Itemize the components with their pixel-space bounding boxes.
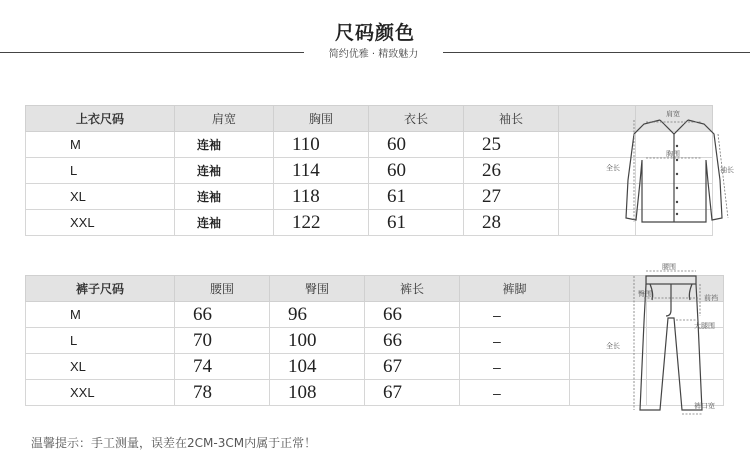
column-header: 裤子尺码 — [26, 276, 175, 302]
sleeve-cell: 25 — [464, 132, 559, 158]
pants-waist-label: 腰围 — [662, 263, 676, 271]
waist-cell: 74 — [175, 354, 270, 380]
length-cell: 60 — [369, 132, 464, 158]
hem-cell: – — [460, 328, 570, 354]
sleeve-cell: 27 — [464, 184, 559, 210]
sleeve-cell: 28 — [464, 210, 559, 236]
pants-measure-icon — [604, 262, 744, 422]
shirt-sleeve-label: 袖长 — [720, 166, 734, 174]
sleeve-cell: 26 — [464, 158, 559, 184]
length-cell: 60 — [369, 158, 464, 184]
size-cell: XXL — [26, 380, 175, 406]
size-cell: XXL — [26, 210, 175, 236]
column-header: 裤脚 — [460, 276, 570, 302]
shirt-chest-label: 胸围 — [666, 150, 680, 158]
pants-thigh-label: 大腿围 — [694, 322, 715, 330]
shoulder-cell: 连袖 — [175, 132, 274, 158]
column-header: 肩宽 — [175, 106, 274, 132]
page-title: 尺码颜色 — [334, 22, 415, 44]
header-divider-right — [443, 52, 750, 53]
hip-cell: 96 — [270, 302, 365, 328]
shirt-shoulder-label: 肩宽 — [666, 110, 680, 118]
page-header — [0, 0, 750, 70]
pants-hem-label: 裤口宽 — [694, 402, 715, 410]
column-header: 上衣尺码 — [26, 106, 175, 132]
chest-cell: 110 — [274, 132, 369, 158]
waist-cell: 66 — [175, 302, 270, 328]
column-header: 胸围 — [274, 106, 369, 132]
pants-length-label: 全长 — [606, 342, 620, 350]
shoulder-cell: 连袖 — [175, 158, 274, 184]
chest-cell: 122 — [274, 210, 369, 236]
hem-cell: – — [460, 380, 570, 406]
pants-rise-label: 前裆 — [704, 294, 718, 302]
footnote: 温馨提示：手工测量，误差在2CM-3CM内属于正常！ — [31, 436, 317, 450]
hip-cell: 100 — [270, 328, 365, 354]
hip-cell: 108 — [270, 380, 365, 406]
length-cell: 66 — [365, 328, 460, 354]
size-cell: L — [26, 158, 175, 184]
shoulder-cell: 连袖 — [175, 184, 274, 210]
column-header: 衣长 — [369, 106, 464, 132]
shirt-length-label: 全长 — [606, 164, 620, 172]
waist-cell: 70 — [175, 328, 270, 354]
length-cell: 61 — [369, 184, 464, 210]
column-header: 腰围 — [175, 276, 270, 302]
length-cell: 67 — [365, 354, 460, 380]
chest-cell: 114 — [274, 158, 369, 184]
column-header: 袖长 — [464, 106, 559, 132]
header-divider-left — [0, 52, 304, 53]
length-cell: 66 — [365, 302, 460, 328]
size-cell: XL — [26, 354, 175, 380]
waist-cell: 78 — [175, 380, 270, 406]
hem-cell: – — [460, 302, 570, 328]
size-cell: XL — [26, 184, 175, 210]
length-cell: 61 — [369, 210, 464, 236]
shoulder-cell: 连袖 — [175, 210, 274, 236]
hem-cell: – — [460, 354, 570, 380]
page-subtitle: 简约优雅 · 精致魅力 — [328, 49, 419, 60]
size-cell: M — [26, 302, 175, 328]
length-cell: 67 — [365, 380, 460, 406]
size-cell: M — [26, 132, 175, 158]
chest-cell: 118 — [274, 184, 369, 210]
hip-cell: 104 — [270, 354, 365, 380]
column-header: 裤长 — [365, 276, 460, 302]
shirt-measure-icon — [604, 110, 744, 236]
size-cell: L — [26, 328, 175, 354]
pants-hip-label: 臀围 — [638, 290, 652, 298]
column-header: 臀围 — [270, 276, 365, 302]
